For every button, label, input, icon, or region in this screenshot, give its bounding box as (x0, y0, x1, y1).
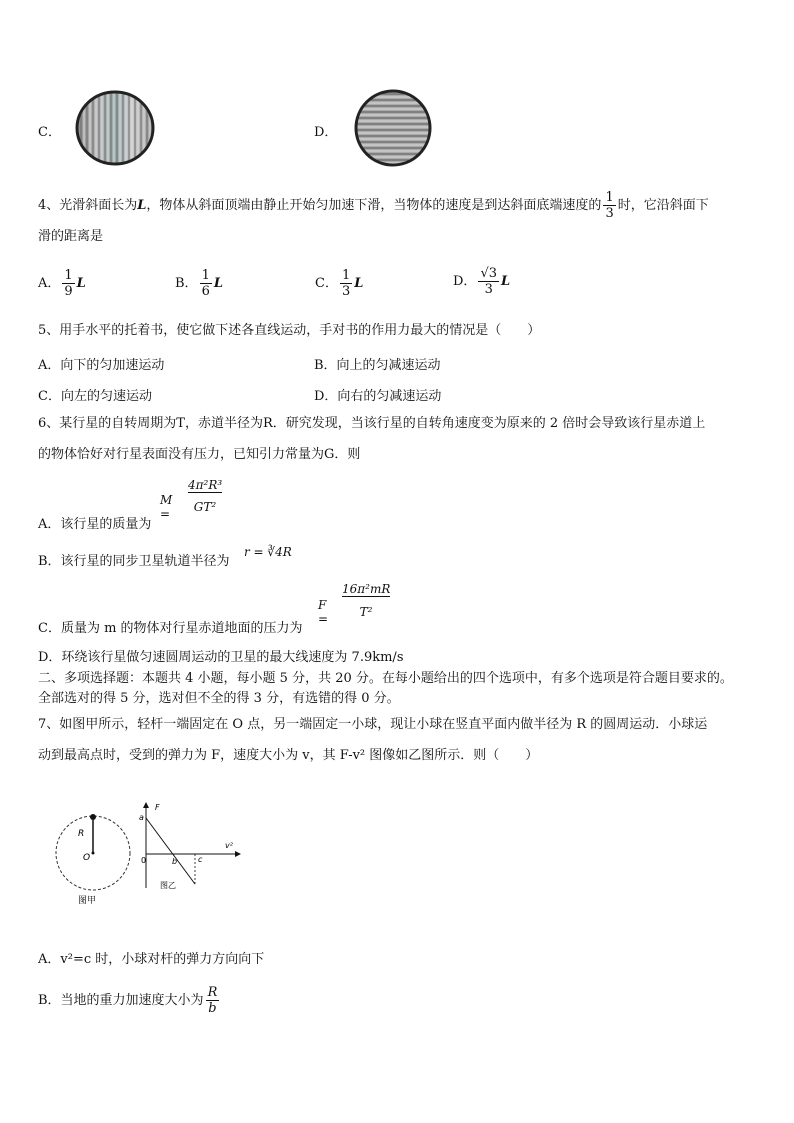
fig2-caption: 图乙 (160, 881, 176, 890)
ball (90, 814, 96, 820)
q5-option-a[interactable]: A．向下的匀加速运动 (38, 358, 165, 373)
q3-option-d-image (353, 88, 433, 172)
q6-formula-b: r = ∛4R (244, 545, 292, 559)
fig2-v2-label: v² (225, 841, 233, 850)
pivot (92, 852, 95, 855)
q4-option-d[interactable]: D． $\frac{√3}{3}$ L (453, 266, 511, 297)
q4-stem: 4、光滑斜面长为L，物体从斜面顶端由静止开始匀加速下滑，当物体的速度是到达斜面底端速度的 $\frac{1}{3}$ 时，它沿斜面下 (38, 190, 709, 221)
q3-option-c-label: C． (38, 125, 61, 140)
q5-stem: 5、用手水平的托着书，使它做下述各直线运动，手对书的作用力最大的情况是（ ） (38, 323, 541, 338)
fig2-F-label: F (155, 803, 160, 812)
q5-option-d[interactable]: D．向右的匀减速运动 (314, 389, 442, 404)
q7-figure-yi (135, 800, 245, 899)
q7-stem-line2: 动到最高点时，受到的弹力为 F，速度大小为 v，其 F-v² 图像如乙图所示．则（ ） (38, 748, 539, 763)
q6-option-b[interactable]: B．该行星的同步卫星轨道半径为 (38, 554, 230, 569)
v2-axis-arrow (235, 851, 241, 857)
fig2-origin-label: 0 (141, 856, 147, 865)
q4-option-c[interactable]: C． $\frac{1}{3}$ L (315, 268, 364, 299)
q5-option-c[interactable]: C．向左的匀速运动 (38, 389, 152, 404)
q6-option-a[interactable]: A．该行星的质量为 (38, 517, 152, 532)
q7-stem-line1: 7、如图甲所示，轻杆一端固定在 O 点，另一端固定一小球，现让小球在竖直平面内做半径为 R 的圆周运动．小球运 (38, 717, 708, 732)
q6-option-c[interactable]: C．质量为 m 的物体对行星赤道地面的压力为 (38, 621, 303, 636)
q3-option-c-image (74, 89, 156, 171)
q4-option-a[interactable]: A． $\frac{1}{9}$ L (38, 268, 86, 299)
q6-stem-line2: 的物体恰好对行星表面没有压力，已知引力常量为G．则 (38, 447, 361, 462)
q4-stem-line2: 滑的距离是 (38, 229, 104, 244)
q6-option-d[interactable]: D．环绕该行星做匀速圆周运动的卫星的最大线速度为 7.9km/s (38, 650, 404, 665)
q7-option-b[interactable]: B．当地的重力加速度大小为 $\frac{R}{b}$ (38, 985, 218, 1016)
fig2-c-label: c (198, 855, 203, 864)
q7-option-a[interactable]: A．v²=c 时，小球对杆的弹力方向向下 (38, 952, 265, 967)
fig1-O-label: O (83, 853, 91, 863)
q3-option-d-label: D． (314, 125, 338, 140)
q6-stem-line1: 6、某行星的自转周期为T，赤道半径为R．研究发现，当该行星的自转角速度变为原来的 2 倍时会导致该行星赤道上 (38, 416, 706, 431)
fig1-R-label: R (78, 829, 85, 839)
fig2-a-label: a (139, 813, 144, 822)
f-v2-line (146, 818, 195, 884)
fig1-caption: 图甲 (78, 896, 97, 906)
fig2-b-label: b (172, 857, 178, 866)
section2-heading-line1: 二、多项选择题：本题共 4 小题，每小题 5 分，共 20 分。在每小题给出的四个选项中，有多个选项是符合题目要求的。 (38, 671, 733, 686)
q5-option-b[interactable]: B．向上的匀减速运动 (314, 358, 441, 373)
section2-heading-line2: 全部选对的得 5 分，选对但不全的得 3 分，有选错的得 0 分。 (38, 691, 400, 706)
q7-figure-jia (38, 808, 148, 912)
q4-option-b[interactable]: B． $\frac{1}{6}$ L (175, 268, 223, 299)
f-axis-arrow (143, 802, 149, 808)
